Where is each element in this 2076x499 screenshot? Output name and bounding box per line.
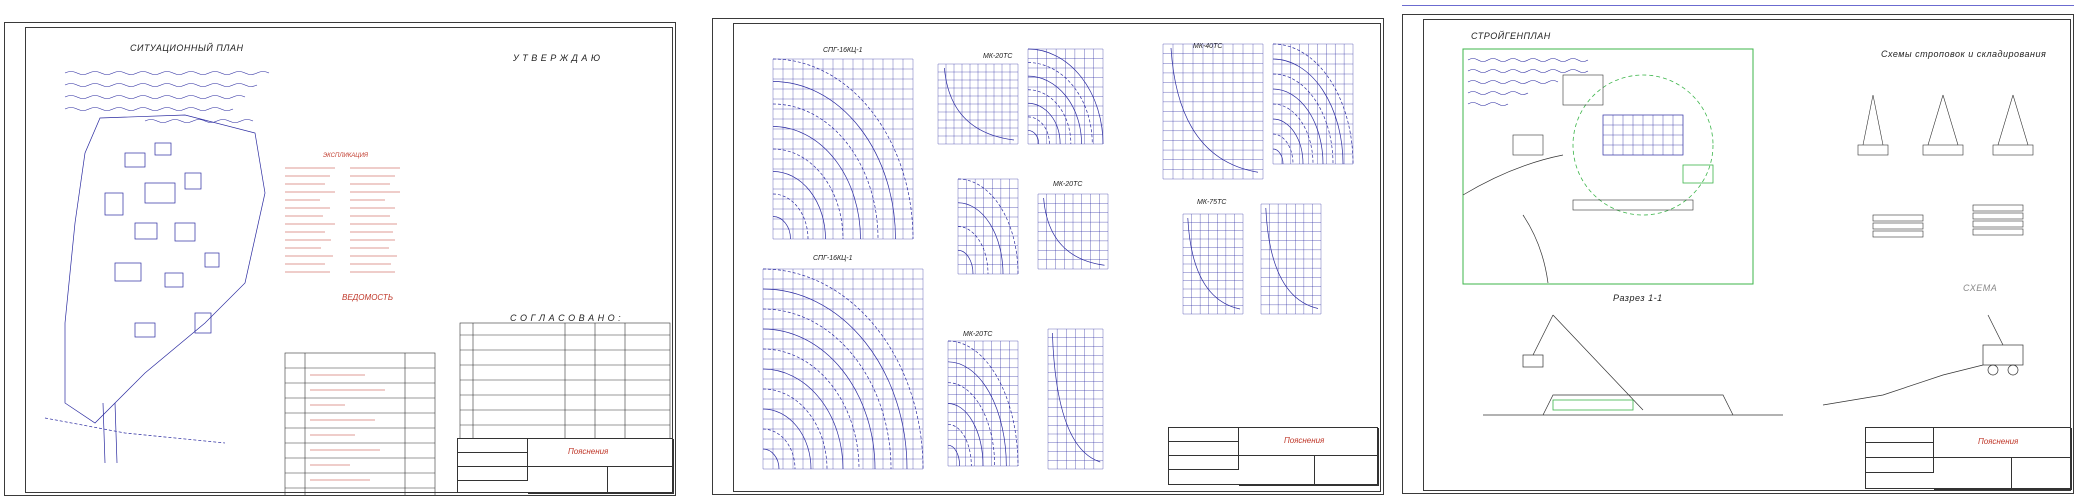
drawing-sheet-crane-charts[interactable]	[712, 18, 1384, 495]
water-hatching	[1468, 59, 1588, 106]
chart-title-5: МК-20ТС	[1053, 181, 1083, 188]
slinging-schemes	[1858, 95, 2033, 237]
site-plan-drawing	[1403, 15, 2074, 494]
situational-plan-drawing	[5, 23, 676, 496]
stroygenplan-title: СТРОЙГЕНПЛАН	[1471, 31, 1551, 41]
title-block-name: Пояснения	[1284, 436, 1325, 445]
chart-title-6: МК-20ТС	[963, 331, 993, 338]
storage-area	[1683, 165, 1713, 183]
capacity-grid	[1273, 44, 1353, 164]
slinging-title: Схемы строповок и складирования	[1881, 49, 2047, 59]
title-block	[1168, 427, 1378, 485]
capacity-grid	[1038, 194, 1108, 269]
legend-lines	[285, 168, 400, 272]
capacity-grid	[938, 64, 1018, 144]
territory-outline	[65, 115, 265, 423]
section-ground-marker	[1553, 400, 1633, 410]
crane-capacity-charts	[713, 19, 1384, 495]
capacity-grid	[1048, 329, 1103, 469]
chart-title-1: СПГ-16КЦ-1	[823, 47, 863, 54]
capacity-grid	[1183, 214, 1243, 314]
road-curve-2	[1523, 215, 1548, 283]
capacity-grid	[763, 269, 923, 469]
building-hatch	[1603, 115, 1683, 155]
chart-title-4: СПГ-16КЦ-1	[813, 255, 853, 262]
capacity-grid	[1028, 49, 1103, 144]
road-dashed	[45, 418, 225, 443]
scheme-title: СХЕМА	[1963, 283, 1998, 293]
title-block-name: Пояснения	[1978, 437, 2019, 446]
rail-track	[1573, 200, 1693, 210]
agreed-table	[460, 323, 670, 448]
drawing-sheet-stroygenplan[interactable]	[1402, 14, 2074, 494]
title-block	[1865, 427, 2071, 489]
chart-title-7: МК-75ТС	[1197, 199, 1227, 206]
volumes-table-text	[310, 375, 385, 480]
road-south	[103, 403, 117, 463]
water-hatching	[65, 72, 269, 123]
temp-building-2	[1513, 135, 1543, 155]
agreed-title: С О Г Л А С О В А Н О :	[510, 313, 622, 323]
road-curve	[1463, 155, 1563, 195]
chart-title-3: МК-40ТС	[1193, 43, 1223, 50]
capacity-grid	[1261, 204, 1321, 314]
chart-title-2: МК-20ТС	[983, 53, 1013, 60]
legend-title: ЭКСПЛИКАЦИЯ	[323, 153, 368, 159]
capacity-grid	[773, 59, 913, 239]
approve-title: У Т В Е Р Ж Д А Ю	[513, 53, 601, 63]
title-block-name: Пояснения	[568, 447, 609, 456]
temp-building	[1563, 75, 1603, 105]
title-block	[457, 438, 673, 493]
volumes-title: ВЕДОМОСТЬ	[342, 293, 394, 302]
volumes-table	[285, 353, 435, 496]
drawing-sheet-situational-plan[interactable]	[4, 22, 676, 496]
top-rule	[1402, 5, 2074, 6]
scheme-drawing	[1823, 315, 2023, 405]
section-title: Разрез 1-1	[1613, 293, 1663, 303]
capacity-grid	[958, 179, 1018, 274]
situational-plan-title: СИТУАЦИОННЫЙ ПЛАН	[130, 43, 244, 53]
capacity-grid	[1163, 44, 1263, 179]
buildings	[105, 143, 219, 337]
capacity-grid	[948, 341, 1018, 466]
